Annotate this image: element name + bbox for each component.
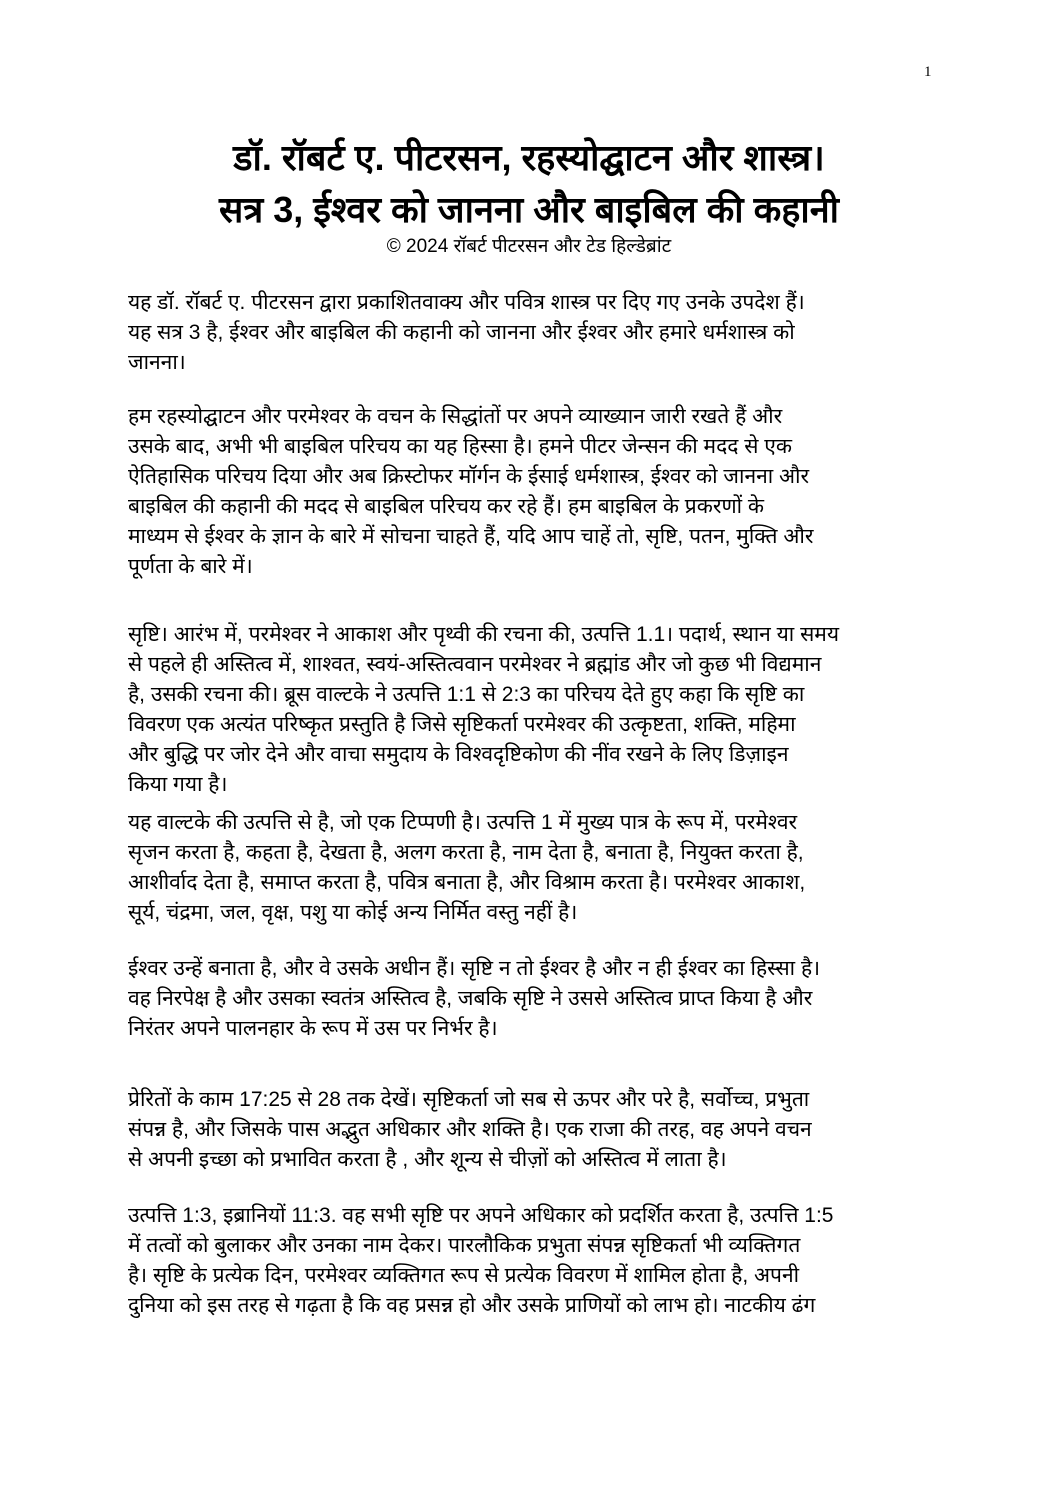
paragraph-line: ईश्वर उन्हें बनाता है, और वे उसके अधीन हैं। सृष्टि न तो ईश्वर है और न ही ईश्वर का हिस्सा है। (128, 957, 821, 980)
paragraph-line: यह डॉ. रॉबर्ट ए. पीटरसन द्वारा प्रकाशितवाक्य और पवित्र शास्त्र पर दिए गए उनके उपदेश हैं। (128, 291, 805, 314)
copyright-line: © 2024 रॉबर्ट पीटरसन और टेड हिल्डेब्रांट (386, 236, 672, 257)
page-number: 1 (924, 64, 932, 80)
paragraph-line: दुनिया को इस तरह से गढ़ता है कि वह प्रसन्न हो और उसके प्राणियों को लाभ हो। नाटकीय ढंग (128, 1294, 816, 1317)
paragraph-line: यह सत्र 3 है, ईश्वर और बाइबिल की कहानी को जानना और ईश्वर और हमारे धर्मशास्त्र को (128, 321, 795, 344)
paragraph-line: से पहले ही अस्तित्व में, शाश्वत, स्वयं-अस्तित्ववान परमेश्वर ने ब्रह्मांड और जो कुछ भी विद्यमान (128, 653, 822, 676)
paragraph-line: सूर्य, चंद्रमा, जल, वृक्ष, पशु या कोई अन्य निर्मित वस्तु नहीं है। (128, 901, 578, 924)
title-line: डॉ. रॉबर्ट ए. पीटरसन, रहस्योद्घाटन और शास्त्र। (233, 137, 825, 178)
paragraph-line: बाइबिल की कहानी की मदद से बाइबिल परिचय कर रहे हैं। हम बाइबिल के प्रकरणों के (128, 495, 765, 518)
paragraph (128, 1085, 948, 1175)
paragraph-line: सृजन करता है, कहता है, देखता है, अलग करता है, नाम देता है, बनाता है, नियुक्त करता है, (128, 841, 804, 864)
paragraph (128, 402, 948, 582)
paragraph-line: माध्यम से ईश्वर के ज्ञान के बारे में सोचना चाहते हैं, यदि आप चाहें तो, सृष्टि, पतन, मुक्ति और (128, 525, 814, 548)
paragraph (128, 1201, 948, 1321)
paragraph-line: वह निरपेक्ष है और उसका स्वतंत्र अस्तित्व है, जबकि सृष्टि ने उससे अस्तित्व प्राप्त किया है और (128, 987, 813, 1010)
paragraph (128, 954, 948, 1044)
paragraph-line: सृष्टि। आरंभ में, परमेश्वर ने आकाश और पृथ्वी की रचना की, उत्पत्ति 1.1। पदार्थ, स्थान या समय (128, 623, 840, 646)
paragraph-line: यह वाल्टके की उत्पत्ति से है, जो एक टिप्पणी है। उत्पत्ति 1 में मुख्य पात्र के रूप में, परमेश्वर (128, 811, 798, 834)
paragraph-line: पूर्णता के बारे में। (128, 555, 253, 578)
paragraph-line: विवरण एक अत्यंत परिष्कृत प्रस्तुति है जिसे सृष्टिकर्ता परमेश्वर की उत्कृष्टता, शक्ति, महिमा (128, 713, 796, 736)
paragraph-line: संपन्न है, और जिसके पास अद्भुत अधिकार और शक्ति है। एक राजा की तरह, वह अपने वचन (128, 1118, 812, 1141)
paragraph-line: उत्पत्ति 1:3, इब्रानियों 11:3. वह सभी सृष्टि पर अपने अधिकार को प्रदर्शित करता है, उत्पत्ति 1:5 (128, 1204, 834, 1227)
paragraph-line: और बुद्धि पर जोर देने और वाचा समुदाय के विश्वदृष्टिकोण की नींव रखने के लिए डिज़ाइन (128, 743, 789, 766)
paragraph-line: निरंतर अपने पालनहार के रूप में उस पर निर्भर है। (128, 1017, 498, 1040)
paragraph-line: हम रहस्योद्घाटन और परमेश्वर के वचन के सिद्धांतों पर अपने व्याख्यान जारी रखते हैं और (128, 405, 783, 428)
paragraph-line: उसके बाद, अभी भी बाइबिल परिचय का यह हिस्सा है। हमने पीटर जेन्सन की मदद से एक (128, 435, 792, 458)
title-line: सत्र 3, ईश्वर को जानना और बाइबिल की कहानी (218, 189, 839, 230)
paragraph-line: है, उसकी रचना की। ब्रूस वाल्टके ने उत्पत्ति 1:1 से 2:3 का परिचय देते हुए कहा कि सृष्टि का (128, 683, 805, 706)
paragraph (128, 620, 948, 800)
paragraph-line: जानना। (128, 351, 186, 374)
paragraph-line: में तत्वों को बुलाकर और उनका नाम देकर। पारलौकिक प्रभुता संपन्न सृष्टिकर्ता भी व्यक्तिगत (128, 1234, 801, 1257)
paragraph-line: है। सृष्टि के प्रत्येक दिन, परमेश्वर व्यक्तिगत रूप से प्रत्येक विवरण में शामिल होता है, अपनी (128, 1264, 800, 1287)
paragraph-line: प्रेरितों के काम 17:25 से 28 तक देखें। सृष्टिकर्ता जो सब से ऊपर और परे है, सर्वोच्च, प्रभुता (128, 1088, 810, 1111)
paragraph-line: किया गया है। (128, 773, 228, 796)
document-title (0, 132, 1058, 236)
paragraph (128, 808, 948, 928)
paragraph (128, 288, 948, 378)
paragraph-line: ऐतिहासिक परिचय दिया और अब क्रिस्टोफर मॉर्गन के ईसाई धर्मशास्त्र, ईश्वर को जानना और (128, 465, 810, 488)
paragraph-line: आशीर्वाद देता है, समाप्त करता है, पवित्र बनाता है, और विश्राम करता है। परमेश्वर आकाश, (128, 871, 806, 894)
paragraph-line: से अपनी इच्छा को प्रभावित करता है , और शून्य से चीज़ों को अस्तित्व में लाता है। (128, 1148, 727, 1171)
